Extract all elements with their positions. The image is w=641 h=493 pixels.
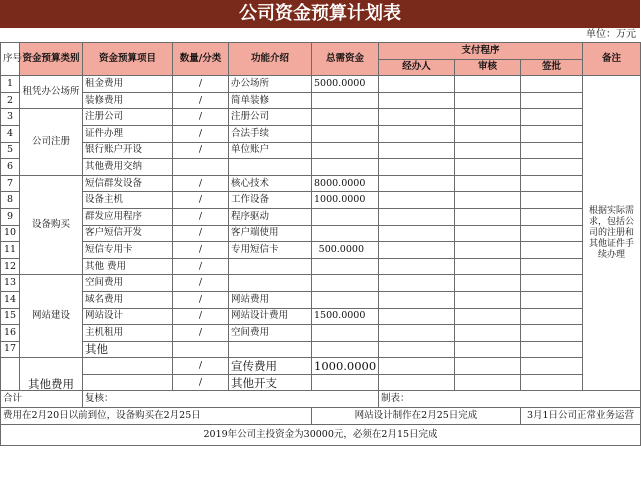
row-item: [83, 374, 173, 391]
row-function: 程序驱动: [229, 208, 312, 225]
header-item: 资金预算项目: [83, 43, 173, 76]
row-amount: [312, 92, 379, 109]
row-item: 证件办理: [83, 125, 173, 142]
row-function: 空间费用: [229, 325, 312, 342]
table-row: [1, 291, 641, 308]
row-qty: /: [173, 275, 229, 292]
row-amount: [312, 258, 379, 275]
row-function: 工作设备: [229, 192, 312, 209]
row-amount: 1000.0000: [312, 192, 379, 209]
row-qty: /: [173, 308, 229, 325]
header-category: 资金预算类别: [20, 43, 83, 76]
row-item: 域名费用: [83, 291, 173, 308]
row-function: 宣传费用: [229, 358, 312, 375]
header-remark: 备注: [583, 43, 641, 76]
category-cell: 公司注册: [20, 109, 83, 175]
row-item: 装修费用: [83, 92, 173, 109]
row-item: 网站设计: [83, 308, 173, 325]
header-payment: 支付程序: [379, 43, 583, 60]
row-amount: [312, 225, 379, 242]
row-item: 注册公司: [83, 109, 173, 126]
table-row: [1, 308, 641, 325]
row-qty: /: [173, 358, 229, 375]
note-3: 3月1日公司正常业务运营: [521, 408, 641, 425]
row-no: 16: [1, 325, 20, 342]
row-amount: [312, 159, 379, 176]
row-function: [229, 341, 312, 358]
row-qty: /: [173, 225, 229, 242]
row-no: 12: [1, 258, 20, 275]
row-qty: [173, 341, 229, 358]
row-qty: /: [173, 125, 229, 142]
row-qty: /: [173, 258, 229, 275]
row-no: [1, 358, 20, 391]
row-function: 合法手续: [229, 125, 312, 142]
row-no: 17: [1, 341, 20, 358]
remark-cell: 根据实际需求，包括公司的注册和其他证件手续办理: [583, 76, 641, 391]
row-item: 群发应用程序: [83, 208, 173, 225]
row-amount: [312, 374, 379, 391]
row-qty: /: [173, 142, 229, 159]
row-amount: [312, 275, 379, 292]
row-function: 简单装修: [229, 92, 312, 109]
row-item: 租金费用: [83, 76, 173, 93]
row-amount: [312, 125, 379, 142]
row-no: 8: [1, 192, 20, 209]
header-total: 总需资金: [312, 43, 379, 76]
table-row: [1, 92, 641, 109]
row-item: 客户短信开发: [83, 225, 173, 242]
row-amount: 500.0000: [312, 242, 379, 259]
row-amount: [312, 109, 379, 126]
header-function: 功能介绍: [229, 43, 312, 76]
table-row: [1, 225, 641, 242]
row-amount: 1000.0000: [312, 358, 379, 375]
header-approve: 签批: [521, 59, 583, 76]
row-no: 2: [1, 92, 20, 109]
row-qty: /: [173, 242, 229, 259]
table-row: [1, 109, 641, 126]
budget-table: [0, 42, 641, 446]
row-item: 短信群发设备: [83, 175, 173, 192]
row-amount: [312, 291, 379, 308]
row-item: 设备主机: [83, 192, 173, 209]
category-cell: 网站建设: [20, 275, 83, 358]
row-qty: /: [173, 374, 229, 391]
row-no: 3: [1, 109, 20, 126]
table-row: [1, 142, 641, 159]
row-function: [229, 258, 312, 275]
category-cell: 其他费用: [20, 358, 83, 391]
row-function: [229, 275, 312, 292]
row-no: 13: [1, 275, 20, 292]
row-no: 9: [1, 208, 20, 225]
notes-row: [1, 408, 641, 425]
sheet-title: 公司资金预算计划表: [0, 0, 640, 28]
row-no: 15: [1, 308, 20, 325]
row-qty: [173, 159, 229, 176]
row-no: 14: [1, 291, 20, 308]
row-amount: 8000.0000: [312, 175, 379, 192]
row-function: [229, 159, 312, 176]
row-function: 注册公司: [229, 109, 312, 126]
note-1: 费用在2月20日以前到位，设备购买在2月25日: [1, 408, 312, 425]
note-2: 网站设计制作在2月25日完成: [312, 408, 521, 425]
header-handler: 经办人: [379, 59, 455, 76]
row-qty: /: [173, 109, 229, 126]
table-row: [1, 374, 641, 391]
table-row: [1, 275, 641, 292]
row-amount: [312, 142, 379, 159]
table-row: [1, 341, 641, 358]
row-qty: /: [173, 76, 229, 93]
header-seq: 序号: [1, 43, 20, 76]
row-no: 1: [1, 76, 20, 93]
row-qty: /: [173, 291, 229, 308]
table-row: [1, 125, 641, 142]
row-qty: /: [173, 208, 229, 225]
row-no: 10: [1, 225, 20, 242]
category-cell: 设备购买: [20, 175, 83, 275]
row-item: 主机租用: [83, 325, 173, 342]
row-item: 银行账户开设: [83, 142, 173, 159]
row-qty: /: [173, 92, 229, 109]
row-item: 短信专用卡: [83, 242, 173, 259]
maker-label: 制表：: [379, 391, 641, 408]
row-amount: [312, 208, 379, 225]
summary-row: [1, 424, 641, 445]
row-amount: 1500.0000: [312, 308, 379, 325]
row-no: 4: [1, 125, 20, 142]
table-row: [1, 258, 641, 275]
row-item: 其他费用交纳: [83, 159, 173, 176]
table-row: [1, 358, 641, 375]
row-item: [83, 358, 173, 375]
row-no: 7: [1, 175, 20, 192]
row-amount: [312, 325, 379, 342]
row-item: 其他: [83, 341, 173, 358]
header-review: 审核: [455, 59, 521, 76]
category-cell: 租凭办公场所: [20, 76, 83, 109]
table-row: [1, 192, 641, 209]
row-function: 其他开支: [229, 374, 312, 391]
row-amount: 5000.0000: [312, 76, 379, 93]
row-qty: /: [173, 192, 229, 209]
summary-text: 2019年公司主投资金为30000元，必须在2月15日完成: [1, 424, 641, 445]
table-row: [1, 159, 641, 176]
row-item: 空间费用: [83, 275, 173, 292]
row-no: 11: [1, 242, 20, 259]
unit-label: 单位：万元: [586, 29, 636, 40]
row-function: 单位账户: [229, 142, 312, 159]
table-row: [1, 175, 641, 192]
row-function: 核心技术: [229, 175, 312, 192]
table-row: [1, 76, 641, 93]
row-function: 网站设计费用: [229, 308, 312, 325]
row-qty: /: [173, 325, 229, 342]
table-row: [1, 325, 641, 342]
table-row: [1, 242, 641, 259]
total-label: 合计: [1, 391, 83, 408]
total-row: [1, 391, 641, 408]
row-function: 客户端使用: [229, 225, 312, 242]
row-no: 6: [1, 159, 20, 176]
row-item: 其他 费用: [83, 258, 173, 275]
row-function: 专用短信卡: [229, 242, 312, 259]
header-qty: 数量/分类: [173, 43, 229, 76]
row-no: 5: [1, 142, 20, 159]
review-label: 复核：: [83, 391, 379, 408]
row-qty: /: [173, 175, 229, 192]
row-function: 网站费用: [229, 291, 312, 308]
row-function: 办公场所: [229, 76, 312, 93]
row-amount: [312, 341, 379, 358]
table-row: [1, 208, 641, 225]
